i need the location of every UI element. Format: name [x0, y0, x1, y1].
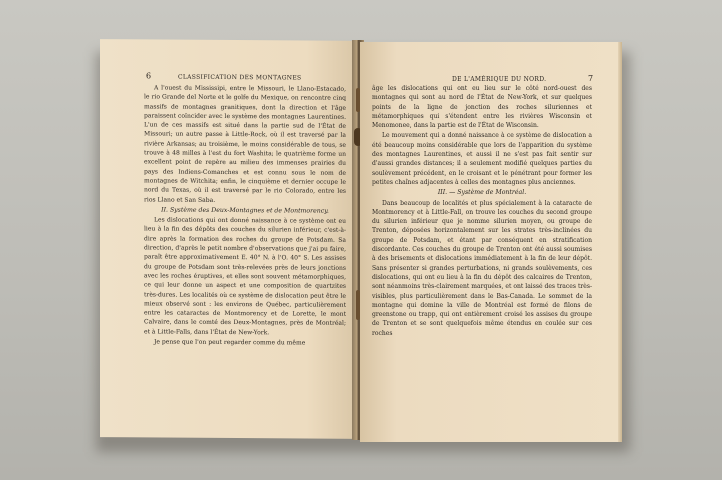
- paragraph: Les dislocations qui ont donné naissance à ce système ont eu lieu à la fin des dépôts des couches du silurien inférieur, c'est-à-dire après la formation des roches du groupe de Potsdam. Sa direction, d'après le petit nombre d'observations que j'ai pu faire, paraît être approximativement E. 40° N. à l'O. 40° S. Les assises du groupe de Potsdam sont très-relevées près de leurs jonctions avec les roches éruptives, et elles sont souvent métamorphiques, ce qui leur donne un aspect et une composition de quartzites très-dures. Les localités où ce système de dislocation peut être le mieux observé sont : les environs de Québec, particulièrement entre les cataractes de Montmorency et de Lorette, le mont Calvaire, dans le comté des Deux-Montagnes, près de Montréal; et à Little-Falls, dans l'État de New-York.: [144, 216, 346, 336]
- left-page: [100, 39, 358, 439]
- left-page-body: [144, 83, 346, 349]
- paragraph: A l'ouest du Mississipi, entre le Missouri, le Llano-Estacado, le rio Grande del Norte et le golfe du Mexique, on rencontre cinq massifs de montagnes granitiques, dont la direction et l'âge paraissent coïncider avec le système des montagnes Laurentines. L'un de ces massifs est situé dans la partie sud de l'État de Missouri; un autre passe à Little-Rock, où il est traversé par la rivière Arkansas; au troisième, le moins considérable de tous, se trouve à 48 milles à l'est du fort Washita; le quatrième forme un excellent point de repère au milieu des immenses prairies du pays des Indiens-Comanches et est connu sous le nom de montagnes de Witchita; enfin, le cinquième et dernier occupe le nord du Texas, où il est traversé par le rio Colorado, entre les rios Llano et San Saba.: [144, 84, 346, 204]
- left-page-number: 6: [146, 71, 152, 81]
- paragraph: Je pense que l'on peut regarder comme du même: [154, 338, 306, 347]
- right-page: [360, 42, 622, 442]
- paragraph: âge les dislocations qui ont eu lieu sur le côté nord-ouest des montagnes qui sont au nord de l'État de New-York, et sur quelques points de la ligne de jonction des roches siluriennes et métamorphiques qui s'étendent entre les rivières Wisconsin et Menomonee, dans la partie est de l'État de Wisconsin.: [372, 85, 592, 130]
- right-running-head: DE L'AMÉRIQUE DU NORD.: [452, 76, 547, 83]
- paragraph: Le mouvement qui a donné naissance à ce système de dislocation a été beaucoup moins considérable que lors de l'apparition du système des montagnes Laurentines, et aussi il ne s'est pas fait sentir sur d'aussi grandes distances; il a seulement modifié quelques parties du soulèvement précédent, en le croisant et le pénétrant pour former les petites chaînes adjacentes à celles des montagnes plus anciennes.: [372, 132, 592, 186]
- paragraph: Dans beaucoup de localités et plus spécialement à la cataracte de Montmorency et à Little-Fall, on trouve les couches du second groupe du silurien inférieur que je nomme silurien moyen, ou groupe de Trenton, déposées horizontalement sur les strates très-inclinées du groupe de Potsdam, et étant par conséquent en stratification discordante. Ces couches du groupe de Trenton ont été aussi soumises à des brisements et dislocations immédiatement à la fin de leur dépôt. Sans présenter si grandes perturbations, ni grands soulèvements, ces dislocations, qui ont eu lieu à la fin du dépôt des calcaires de Trenton, sont néanmoins très-clairement marquées, et ont laissé des traces très-visibles, plus particulièrement dans le Bas-Canada. Le sommet de la montagne qui domine la ville de Montréal est formé de filons de greenstone ou trapp, qui ont entièrement croisé les assises du groupe de Trenton et se sont quelquefois même étendus en coulée sur ces roches: [372, 199, 592, 337]
- left-running-head: CLASSIFICATION DES MONTAGNES: [178, 73, 302, 82]
- section-title: II. Système des Deux-Montagnes et de Montmorency.: [161, 206, 329, 215]
- right-page-body: [372, 84, 592, 339]
- section-title: III. — Système de Montréal.: [437, 189, 527, 197]
- page-edge: [618, 42, 622, 442]
- right-page-number: 7: [588, 74, 594, 83]
